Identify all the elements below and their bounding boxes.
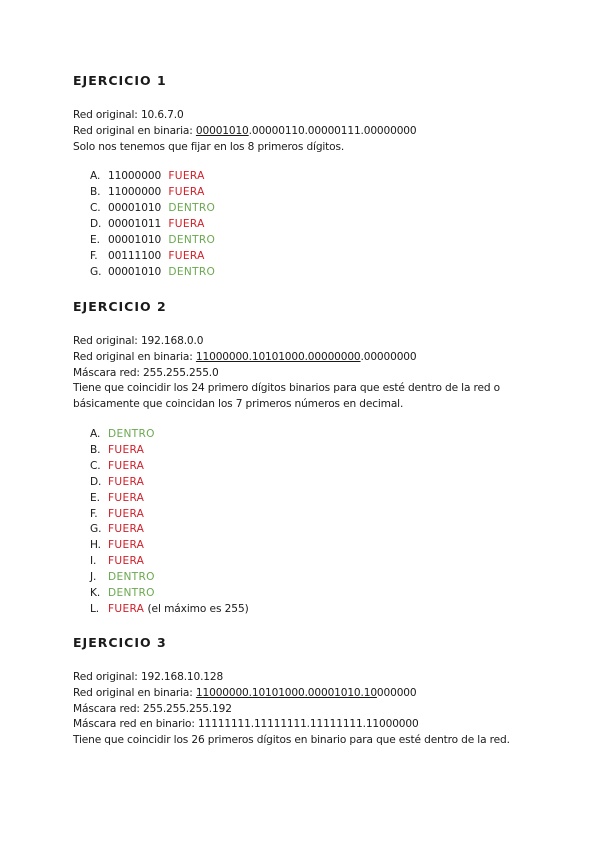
mascara-label: Máscara red:	[73, 702, 144, 715]
option-binary: 11000000	[108, 170, 162, 183]
red-original-line	[73, 670, 543, 686]
red-binaria-underlined: 11000000.10101000.00000000	[195, 350, 361, 363]
option-letter: D.	[90, 218, 102, 231]
option-binary: 00001010	[108, 234, 162, 247]
list-item	[90, 522, 543, 538]
status-fuera: FUERA	[108, 602, 145, 615]
option-binary: 00001011	[108, 218, 162, 231]
status-dentro: DENTRO	[168, 202, 216, 215]
red-binaria-rest: .00000000	[360, 350, 417, 363]
nota-line: Tiene que coincidir los 26 primeros dígitos en binario para que esté dentro de la red.	[73, 734, 510, 747]
option-letter: H.	[90, 539, 101, 552]
option-note: (el máximo es 255)	[144, 602, 249, 615]
option-letter: J.	[90, 571, 97, 584]
list-item	[90, 459, 543, 475]
option-letter: A.	[90, 427, 101, 440]
red-binaria-label: Red original en binaria:	[73, 686, 196, 699]
status-dentro: DENTRO	[168, 265, 216, 278]
mascara-binario-value: 11111111.11111111.11111111.11000000	[198, 718, 419, 731]
ejercicio-1-title: EJERCICIO 1	[73, 73, 167, 88]
status-dentro: DENTRO	[168, 234, 216, 247]
option-binary: 00001010	[108, 202, 162, 215]
list-item	[90, 570, 543, 586]
status-fuera: FUERA	[108, 459, 145, 472]
red-binaria-label: Red original en binaria:	[73, 350, 196, 363]
mascara-line	[73, 366, 543, 382]
ejercicio-1-section	[73, 72, 543, 281]
red-original-label: Red original:	[73, 671, 141, 683]
status-dentro: DENTRO	[108, 427, 155, 440]
list-item	[90, 554, 543, 570]
option-letter: D.	[90, 475, 102, 488]
status-fuera: FUERA	[108, 443, 145, 456]
red-original-value: 192.168.10.128	[140, 671, 224, 683]
status-fuera: FUERA	[108, 523, 145, 536]
option-binary: 11000000	[108, 186, 162, 199]
red-binaria-rest: 000000	[376, 686, 417, 699]
list-item	[90, 443, 543, 459]
mascara-binario-line	[73, 717, 543, 733]
status-fuera: FUERA	[108, 491, 145, 504]
red-original-value: 192.168.0.0	[140, 335, 204, 347]
mascara-label: Máscara red:	[73, 366, 144, 379]
list-item	[90, 427, 543, 443]
mascara-value: 255.255.255.192	[143, 702, 232, 715]
list-item	[90, 602, 543, 618]
status-fuera: FUERA	[168, 249, 205, 262]
status-fuera: FUERA	[108, 555, 145, 568]
red-binaria-underlined: 00001010	[195, 124, 249, 137]
red-binaria-rest: .00000110.00000111.00000000	[248, 124, 417, 137]
red-binaria-underlined: 11000000.10101000.00001010.10	[195, 686, 377, 699]
option-letter: G.	[90, 265, 102, 278]
option-letter: A.	[90, 170, 101, 183]
nota-line: Tiene que coincidir los 24 primero dígitos binarios para que esté dentro de la red o básicamente que coincidan los 7 primeros números en decimal.	[73, 382, 500, 411]
option-letter: L.	[90, 602, 100, 615]
option-binary: 00001010	[108, 265, 162, 278]
red-original-label: Red original:	[73, 335, 141, 347]
option-letter: F.	[90, 507, 98, 520]
red-original-value: 10.6.7.0	[140, 109, 184, 121]
status-dentro: DENTRO	[108, 587, 155, 600]
status-dentro: DENTRO	[108, 571, 155, 584]
list-item	[90, 491, 543, 507]
nota-line: Solo nos tenemos que fijar en los 8 primeros dígitos.	[73, 140, 345, 153]
red-binaria-line	[73, 124, 543, 140]
red-original-line	[73, 108, 543, 124]
status-fuera: FUERA	[108, 539, 145, 552]
list-item	[90, 475, 543, 491]
option-letter: C.	[90, 202, 101, 215]
list-item	[90, 586, 543, 602]
option-letter: B.	[90, 186, 101, 199]
list-item	[90, 201, 543, 217]
ejercicio-2-options	[73, 427, 543, 618]
option-binary: 00111100	[108, 249, 162, 262]
list-item	[90, 233, 543, 249]
red-binaria-line	[73, 350, 543, 366]
status-fuera: FUERA	[108, 507, 145, 520]
ejercicio-1-options	[73, 169, 543, 280]
list-item	[90, 507, 543, 523]
red-original-label: Red original:	[73, 109, 141, 121]
list-item	[90, 185, 543, 201]
ejercicio-3-section	[73, 634, 543, 749]
status-fuera: FUERA	[168, 186, 205, 199]
mascara-line	[73, 702, 543, 718]
red-original-line	[73, 334, 543, 350]
status-fuera: FUERA	[168, 170, 205, 183]
option-letter: E.	[90, 491, 100, 504]
ejercicio-2-title: EJERCICIO 2	[73, 299, 167, 314]
red-binaria-label: Red original en binaria:	[73, 124, 196, 137]
list-item	[90, 265, 543, 281]
list-item	[90, 169, 543, 185]
option-letter: E.	[90, 234, 100, 247]
mascara-binario-label: Máscara red en binario:	[73, 718, 199, 731]
status-fuera: FUERA	[168, 218, 205, 231]
option-letter: I.	[90, 555, 97, 568]
option-letter: B.	[90, 443, 101, 456]
ejercicio-3-title: EJERCICIO 3	[73, 635, 167, 650]
list-item	[90, 538, 543, 554]
list-item	[90, 217, 543, 233]
list-item	[90, 249, 543, 265]
option-letter: C.	[90, 459, 101, 472]
ejercicio-2-section	[73, 298, 543, 618]
status-fuera: FUERA	[108, 475, 145, 488]
red-binaria-line	[73, 686, 543, 702]
option-letter: G.	[90, 523, 102, 536]
option-letter: K.	[90, 587, 101, 600]
option-letter: F.	[90, 249, 98, 262]
mascara-value: 255.255.255.0	[143, 366, 219, 379]
